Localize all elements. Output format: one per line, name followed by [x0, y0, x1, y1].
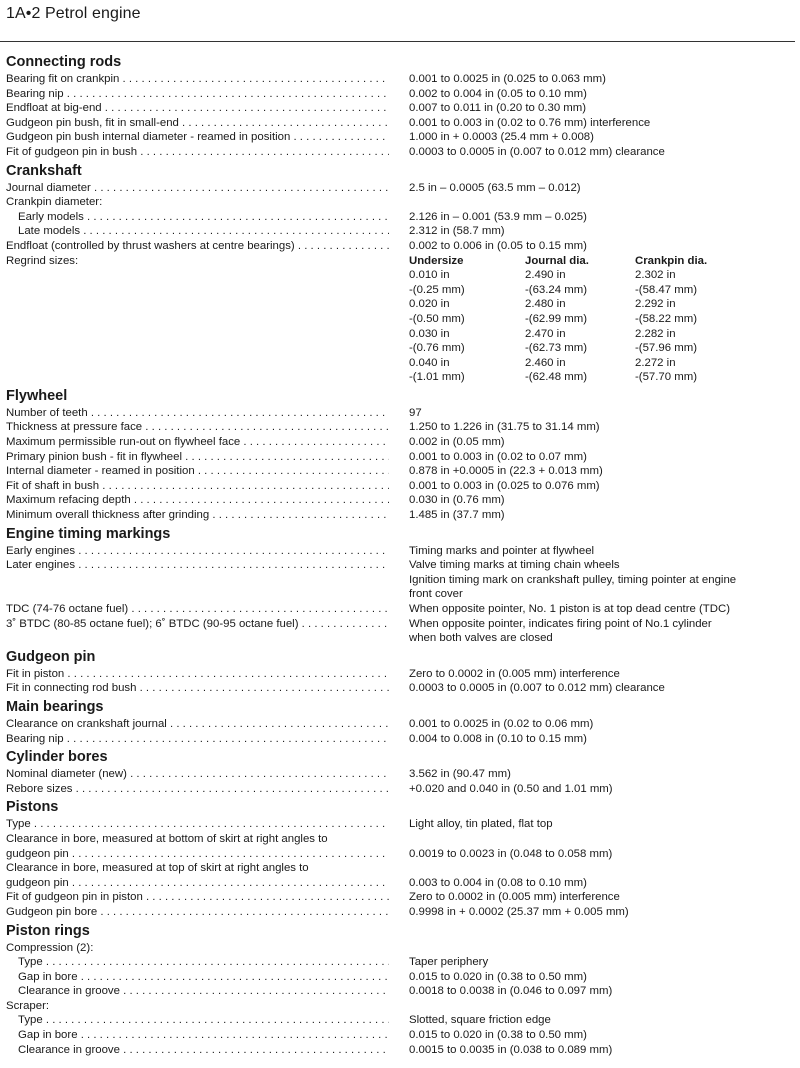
spec-label: 3˚ BTDC (80-85 octane fuel); 6˚ BTDC (90-95 octane fuel) . . .	[6, 617, 389, 632]
spec-row	[6, 905, 796, 920]
spec-row-continuation	[6, 631, 796, 646]
spec-row	[6, 72, 796, 87]
spec-row	[6, 984, 796, 999]
regrind-row	[6, 356, 796, 371]
spec-label: Maximum permissible run-out on flywheel face . . .	[6, 435, 389, 450]
spec-label: Number of teeth . . .	[6, 406, 389, 421]
regrind-cell: -(63.24 mm)	[525, 283, 588, 296]
spec-label: Fit of shaft in bush . . .	[6, 479, 389, 494]
spec-label: Fit of gudgeon pin in bush . . .	[6, 145, 389, 160]
spec-value: 2.312 in (58.7 mm)	[409, 225, 505, 238]
spec-label: Fit of gudgeon pin in piston . . .	[6, 890, 389, 905]
spec-value: +0.020 and 0.040 in (0.50 and 1.01 mm)	[409, 782, 613, 795]
regrind-row	[6, 341, 796, 356]
spec-value: 1.000 in + 0.0003 (25.4 mm + 0.008)	[409, 131, 594, 144]
spec-label: Journal diameter . . .	[6, 181, 389, 196]
spec-label: Gudgeon pin bush internal diameter - reamed in position . . .	[6, 130, 389, 145]
spec-label: gudgeon pin . . .	[6, 847, 389, 862]
spec-row	[6, 87, 796, 102]
spec-label: Early models . . .	[18, 210, 389, 225]
section-title-pistons: Pistons	[6, 799, 59, 816]
spec-value: 0.007 to 0.011 in (0.20 to 0.30 mm)	[409, 102, 587, 115]
spec-label: Maximum refacing depth . . .	[6, 493, 389, 508]
spec-value: 0.001 to 0.003 in (0.02 to 0.07 mm)	[409, 450, 587, 463]
spec-row	[6, 861, 796, 876]
spec-value: 0.0015 to 0.0035 in (0.038 to 0.089 mm)	[409, 1043, 613, 1056]
spec-value: 0.001 to 0.0025 in (0.02 to 0.06 mm)	[409, 717, 594, 730]
regrind-cell: -(58.22 mm)	[635, 312, 698, 325]
regrind-cell: 0.020 in	[409, 298, 450, 311]
spec-value: 0.030 in (0.76 mm)	[409, 494, 505, 507]
spec-row	[6, 782, 796, 797]
spec-label: Thickness at pressure face . . .	[6, 420, 389, 435]
spec-label: Type . . .	[6, 817, 389, 832]
section-title-main-bearings: Main bearings	[6, 698, 104, 715]
spec-value: Slotted, square friction edge	[409, 1014, 551, 1027]
spec-label: Clearance in bore, measured at bottom of skirt at right angles to	[6, 832, 328, 845]
spec-row	[6, 210, 796, 225]
spec-row	[6, 717, 796, 732]
regrind-row	[6, 283, 796, 298]
spec-value: 0.001 to 0.003 in (0.025 to 0.076 mm)	[409, 479, 600, 492]
spec-label: Clearance on crankshaft journal . . .	[6, 717, 389, 732]
spec-value: 0.002 to 0.004 in (0.05 to 0.10 mm)	[409, 87, 587, 100]
regrind-cell: -(62.48 mm)	[525, 371, 588, 384]
spec-label: Clearance in bore, measured at top of skirt at right angles to	[6, 862, 309, 875]
spec-row	[6, 145, 796, 160]
section-title-cylinder-bores: Cylinder bores	[6, 749, 108, 766]
spec-label: Minimum overall thickness after grinding . . .	[6, 508, 389, 523]
spec-value: front cover	[409, 588, 463, 601]
spec-row	[6, 224, 796, 239]
spec-row	[6, 617, 796, 632]
section-title-flywheel: Flywheel	[6, 387, 68, 404]
regrind-cell: 2.460 in	[525, 356, 566, 369]
spec-row	[6, 941, 796, 956]
spec-value: 97	[409, 406, 422, 419]
regrind-cell: 2.292 in	[635, 298, 676, 311]
spec-label: Primary pinion bush - fit in flywheel . . .	[6, 450, 389, 465]
spec-row	[6, 1043, 796, 1058]
spec-label: Type . . .	[18, 1013, 389, 1028]
spec-value: 0.0018 to 0.0038 in (0.046 to 0.097 mm)	[409, 985, 613, 998]
spec-label: Nominal diameter (new) . . .	[6, 767, 389, 782]
spec-row	[6, 101, 796, 116]
spec-row	[6, 890, 796, 905]
spec-label: TDC (74-76 octane fuel) . . .	[6, 602, 389, 617]
spec-row	[6, 732, 796, 747]
spec-value: 1.485 in (37.7 mm)	[409, 509, 505, 522]
spec-value: 0.9998 in + 0.0002 (25.37 mm + 0.005 mm)	[409, 905, 629, 918]
spec-label: Endfloat at big-end . . .	[6, 101, 389, 116]
spec-label: Regrind sizes:	[6, 254, 79, 267]
regrind-header-row	[6, 254, 796, 269]
regrind-header-crankpin: Crankpin dia.	[635, 254, 708, 267]
spec-value: 0.001 to 0.0025 in (0.025 to 0.063 mm)	[409, 73, 606, 85]
spec-label: Type . . .	[18, 955, 389, 970]
spec-row-continuation	[6, 573, 796, 588]
spec-row	[6, 435, 796, 450]
spec-label: Later engines . . .	[6, 558, 389, 573]
regrind-row	[6, 370, 796, 385]
regrind-cell: 2.282 in	[635, 327, 676, 340]
spec-row	[6, 450, 796, 465]
spec-value: 0.002 to 0.006 in (0.05 to 0.15 mm)	[409, 239, 587, 252]
spec-row	[6, 955, 796, 970]
spec-row	[6, 558, 796, 573]
spec-row	[6, 1013, 796, 1028]
header-rule	[0, 41, 795, 42]
spec-label: gudgeon pin . . .	[6, 876, 389, 891]
spec-value: 3.562 in (90.47 mm)	[409, 768, 511, 781]
spec-label: Early engines . . .	[6, 544, 389, 559]
regrind-cell: -(0.25 mm)	[409, 283, 465, 296]
spec-label: Bearing nip . . .	[6, 732, 389, 747]
spec-label: Gudgeon pin bush, fit in small-end . . .	[6, 116, 389, 131]
spec-label: Endfloat (controlled by thrust washers at centre bearings) . . .	[6, 239, 389, 254]
spec-value: Taper periphery	[409, 956, 489, 969]
spec-row	[6, 195, 796, 210]
spec-row	[6, 876, 796, 891]
spec-label: Clearance in groove . . .	[18, 984, 389, 999]
spec-value: Zero to 0.0002 in (0.005 mm) interference	[409, 667, 620, 680]
spec-label: Gap in bore . . .	[18, 1028, 389, 1043]
spec-label: Clearance in groove . . .	[18, 1043, 389, 1058]
regrind-row	[6, 312, 796, 327]
spec-label: Fit in connecting rod bush . . .	[6, 681, 389, 696]
spec-value: 0.0003 to 0.0005 in (0.007 to 0.012 mm) clearance	[409, 145, 665, 158]
spec-row	[6, 667, 796, 682]
spec-value: Ignition timing mark on crankshaft pulley, timing pointer at engine	[409, 573, 737, 586]
section-title-gudgeon-pin: Gudgeon pin	[6, 648, 96, 665]
spec-row	[6, 493, 796, 508]
regrind-cell: -(0.50 mm)	[409, 312, 465, 325]
regrind-header-undersize: Undersize	[409, 254, 464, 267]
spec-row	[6, 420, 796, 435]
regrind-cell: 2.470 in	[525, 327, 566, 340]
regrind-cell: -(62.73 mm)	[525, 342, 588, 355]
spec-value: Valve timing marks at timing chain wheels	[409, 559, 620, 572]
spec-label: Rebore sizes . . .	[6, 782, 389, 797]
spec-value: 0.878 in +0.0005 in (22.3 + 0.013 mm)	[409, 465, 603, 478]
spec-row-continuation	[6, 587, 796, 602]
regrind-cell: 2.480 in	[525, 298, 566, 311]
spec-label: Crankpin diameter:	[6, 196, 103, 209]
spec-value: 0.002 in (0.05 mm)	[409, 436, 505, 449]
spec-label: Gap in bore . . .	[18, 970, 389, 985]
spec-row	[6, 116, 796, 131]
spec-row	[6, 406, 796, 421]
spec-label: Scraper:	[6, 999, 50, 1012]
spec-row	[6, 832, 796, 847]
spec-label: Compression (2):	[6, 941, 94, 954]
spec-value: When opposite pointer, No. 1 piston is at top dead centre (TDC)	[409, 603, 731, 615]
spec-row	[6, 239, 796, 254]
section-title-connecting-rods: Connecting rods	[6, 54, 122, 70]
spec-label: Bearing nip . . .	[6, 87, 389, 102]
spec-value: 0.0003 to 0.0005 in (0.007 to 0.012 mm) clearance	[409, 682, 665, 695]
section-title-crankshaft: Crankshaft	[6, 162, 82, 179]
spec-label: Internal diameter - reamed in position . . .	[6, 464, 389, 479]
regrind-cell: 0.030 in	[409, 327, 450, 340]
spec-row	[6, 508, 796, 523]
spec-value: Light alloy, tin plated, flat top	[409, 818, 553, 831]
regrind-row	[6, 297, 796, 312]
spec-label: Bearing fit on crankpin . . .	[6, 72, 389, 87]
spec-value: 2.126 in – 0.001 (53.9 mm – 0.025)	[409, 210, 587, 223]
regrind-header-journal: Journal dia.	[525, 254, 589, 267]
spec-value: 0.0019 to 0.0023 in (0.048 to 0.058 mm)	[409, 847, 613, 860]
spec-row	[6, 479, 796, 494]
spec-value: 0.001 to 0.003 in (0.02 to 0.76 mm) interference	[409, 116, 651, 129]
page-header: 1A•2 Petrol engine	[6, 5, 141, 22]
section-title-engine-timing: Engine timing markings	[6, 525, 171, 542]
spec-label: Gudgeon pin bore . . .	[6, 905, 389, 920]
spec-value: 2.5 in – 0.0005 (63.5 mm – 0.012)	[409, 181, 581, 194]
spec-row	[6, 1028, 796, 1043]
spec-row	[6, 544, 796, 559]
spec-row	[6, 999, 796, 1014]
regrind-cell: -(1.01 mm)	[409, 371, 465, 384]
spec-row	[6, 602, 796, 617]
regrind-cell: -(62.99 mm)	[525, 312, 588, 325]
regrind-row	[6, 327, 796, 342]
spec-value: 0.004 to 0.008 in (0.10 to 0.15 mm)	[409, 732, 587, 745]
regrind-cell: 2.490 in	[525, 269, 566, 282]
regrind-cell: 0.010 in	[409, 269, 450, 282]
spec-row	[6, 817, 796, 832]
spec-value: 0.003 to 0.004 in (0.08 to 0.10 mm)	[409, 876, 587, 889]
regrind-cell: 0.040 in	[409, 356, 450, 369]
spec-value: Timing marks and pointer at flywheel	[409, 544, 595, 557]
regrind-row	[6, 268, 796, 283]
regrind-cell: 2.272 in	[635, 356, 676, 369]
spec-row	[6, 681, 796, 696]
spec-label: Late models . . .	[18, 224, 389, 239]
regrind-cell: -(57.70 mm)	[635, 371, 698, 384]
section-title-piston-rings: Piston rings	[6, 922, 90, 939]
spec-content	[6, 51, 796, 1057]
spec-value: 1.250 to 1.226 in (31.75 to 31.14 mm)	[409, 421, 600, 434]
regrind-cell: -(58.47 mm)	[635, 283, 698, 296]
spec-value: 0.015 to 0.020 in (0.38 to 0.50 mm)	[409, 970, 587, 983]
spec-value: when both valves are closed	[409, 632, 553, 645]
regrind-cell: 2.302 in	[635, 269, 676, 282]
spec-value: 0.015 to 0.020 in (0.38 to 0.50 mm)	[409, 1029, 587, 1042]
spec-label: Fit in piston . . .	[6, 667, 389, 682]
regrind-cell: -(0.76 mm)	[409, 342, 465, 355]
spec-row	[6, 767, 796, 782]
spec-row	[6, 464, 796, 479]
spec-row	[6, 130, 796, 145]
spec-row	[6, 847, 796, 862]
spec-row	[6, 970, 796, 985]
spec-value: Zero to 0.0002 in (0.005 mm) interference	[409, 891, 620, 904]
regrind-cell: -(57.96 mm)	[635, 342, 698, 355]
spec-value: When opposite pointer, indicates firing point of No.1 cylinder	[409, 617, 712, 630]
spec-row	[6, 181, 796, 196]
